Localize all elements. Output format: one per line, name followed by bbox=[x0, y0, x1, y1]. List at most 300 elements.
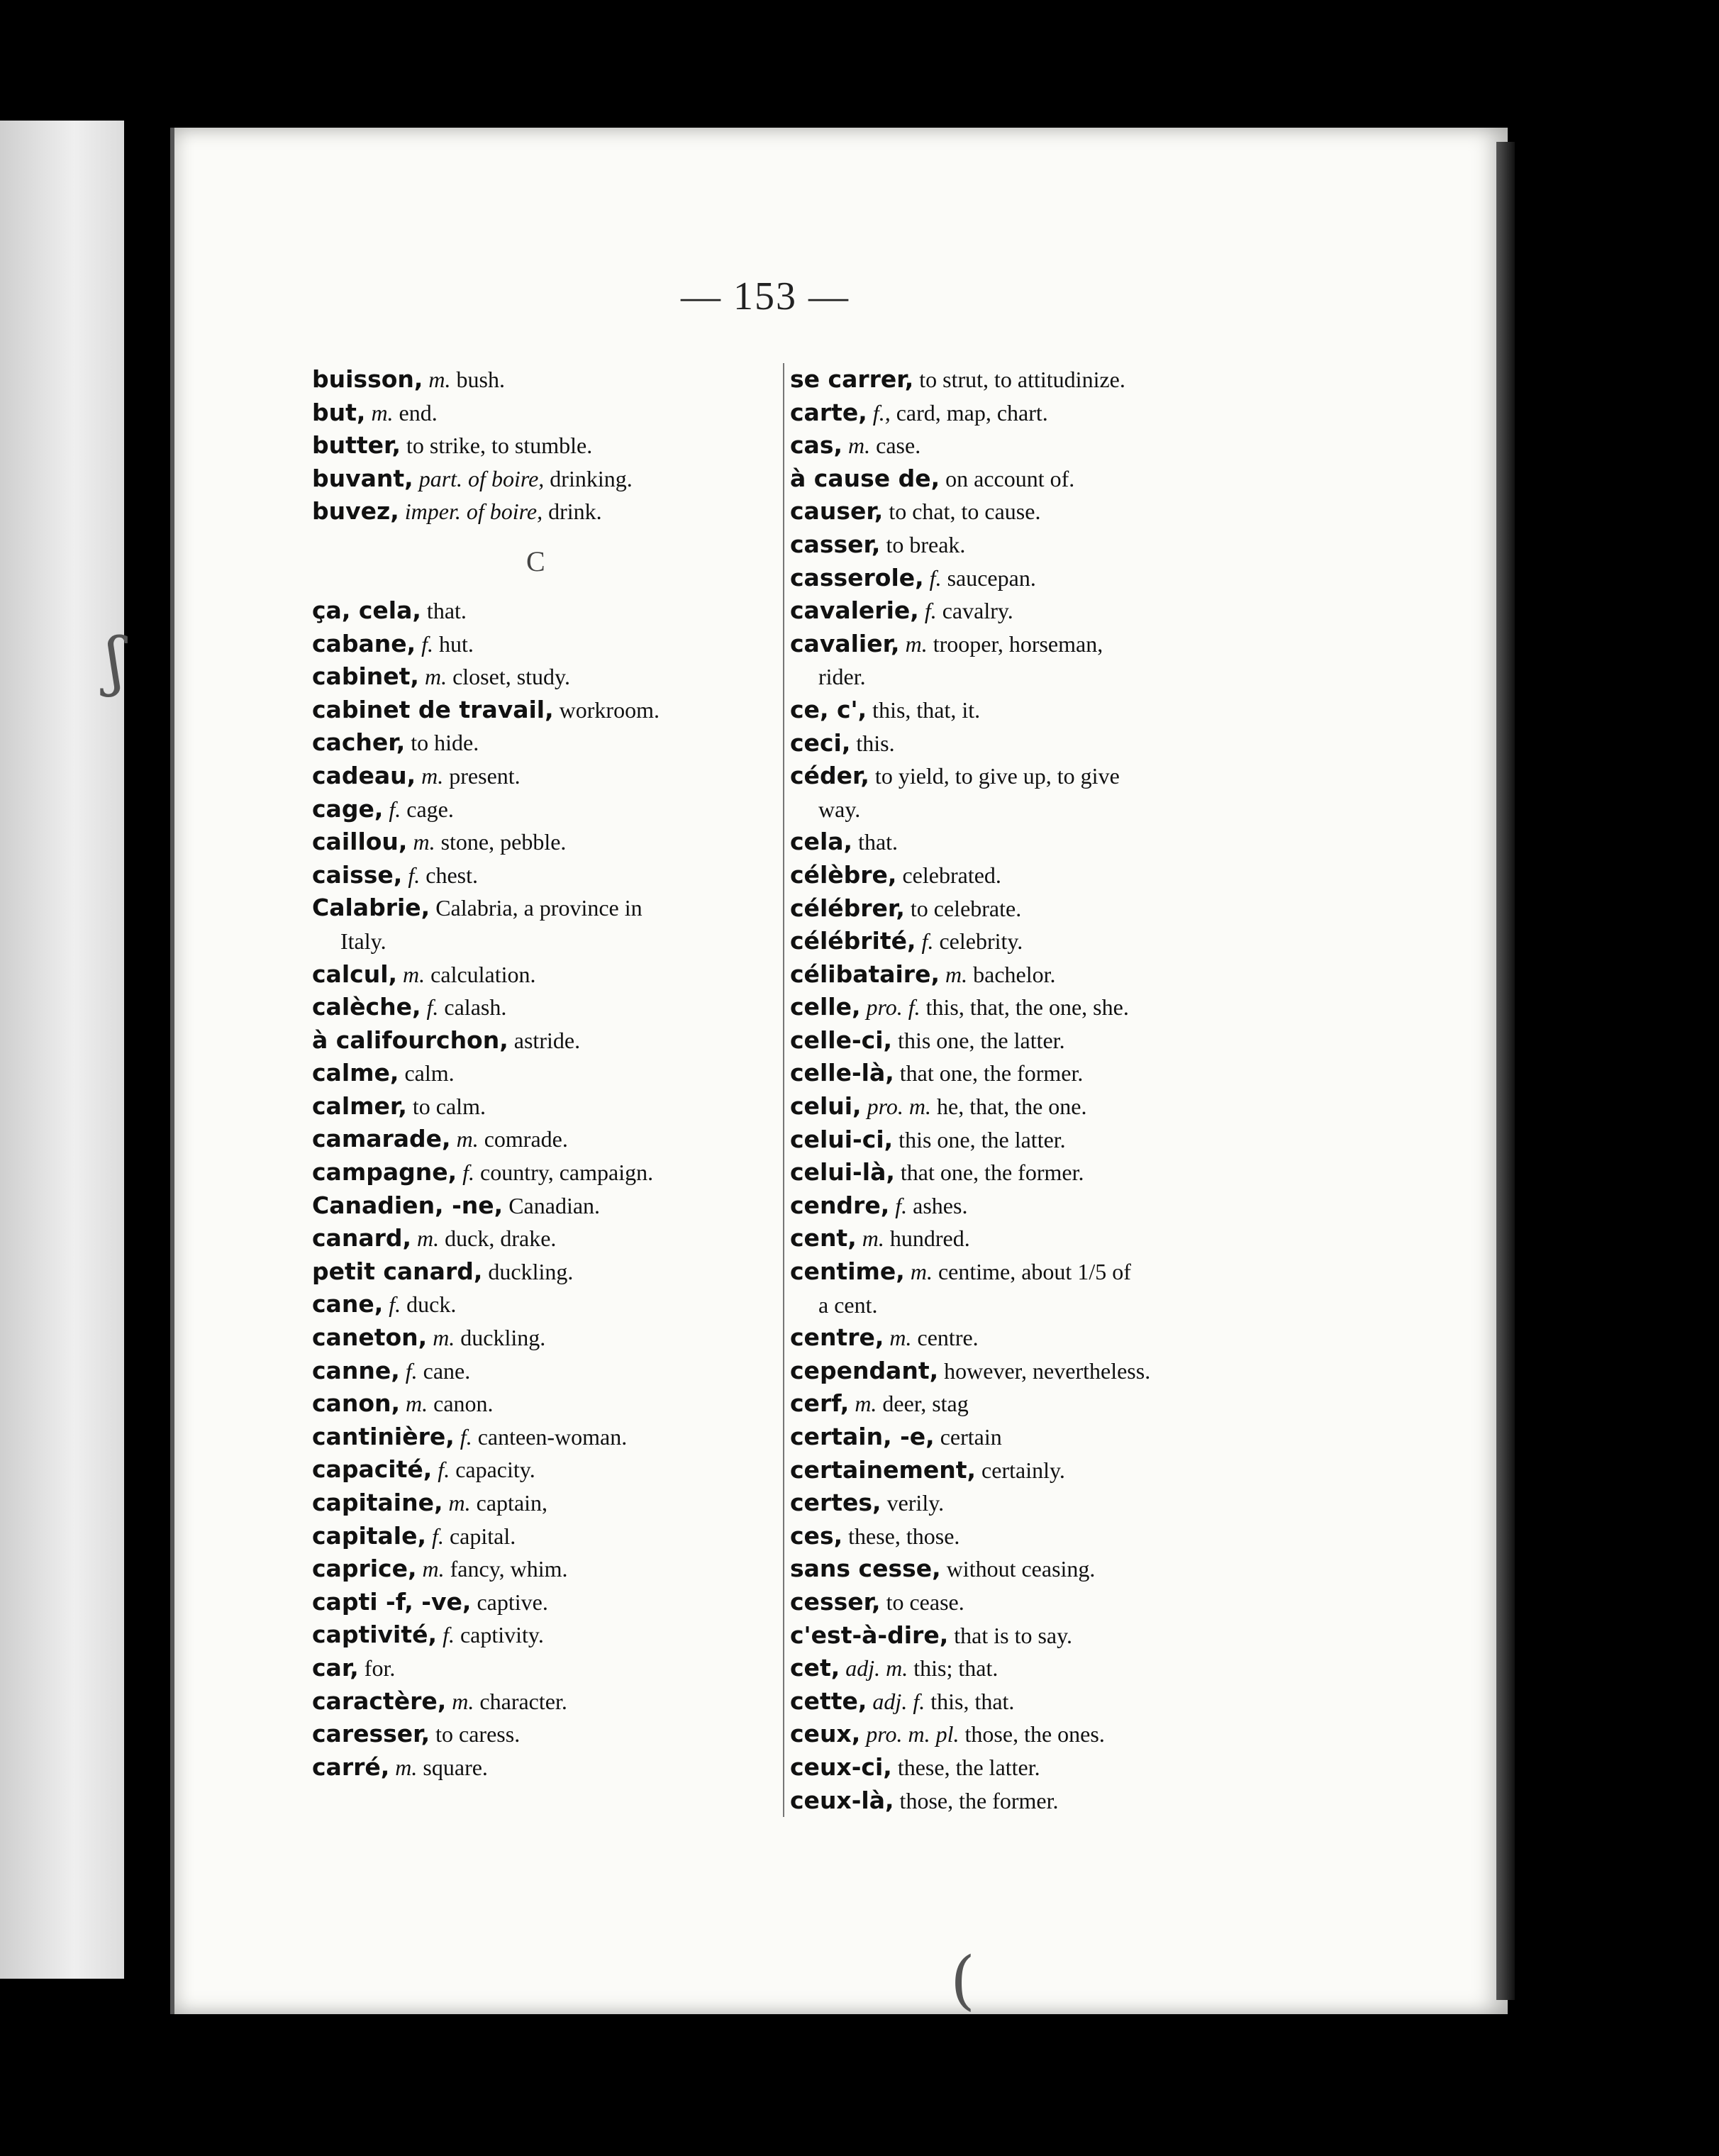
entry-headword: cabinet, bbox=[312, 662, 419, 691]
dictionary-entry bbox=[790, 1222, 1244, 1255]
dictionary-entry bbox=[312, 1123, 773, 1156]
dictionary-entry bbox=[312, 1222, 773, 1255]
entry-definition: hundred. bbox=[889, 1226, 970, 1252]
entry-definition: that. bbox=[426, 597, 467, 623]
entry-definition: this, that. bbox=[930, 1688, 1015, 1714]
dictionary-entry bbox=[312, 1421, 773, 1454]
entry-definition: capacity. bbox=[455, 1457, 535, 1483]
entry-headword: cabinet de travail, bbox=[312, 695, 554, 723]
entry-definition: captive. bbox=[477, 1589, 548, 1615]
dictionary-entry bbox=[790, 859, 1244, 892]
entry-grammar: m. bbox=[424, 664, 447, 690]
dictionary-entry bbox=[312, 363, 773, 396]
entry-headword: capitale, bbox=[312, 1521, 427, 1550]
entry-headword: caneton, bbox=[312, 1323, 428, 1352]
dictionary-entry bbox=[790, 826, 1244, 859]
dictionary-entry bbox=[312, 594, 773, 628]
entry-headword: cabane, bbox=[312, 629, 416, 657]
entry-headword: celui-là, bbox=[790, 1158, 895, 1187]
dictionary-entry bbox=[790, 1487, 1244, 1520]
entry-definition: cage. bbox=[406, 796, 454, 822]
entry-definition: fancy, whim. bbox=[450, 1556, 568, 1582]
entry-definition: a cent. bbox=[818, 1291, 878, 1318]
entry-grammar: m. bbox=[448, 1490, 471, 1516]
pencil-mark: ʃ bbox=[106, 624, 124, 699]
dictionary-entry bbox=[790, 1156, 1244, 1189]
dictionary-entry bbox=[790, 528, 1244, 562]
entry-grammar: m. bbox=[417, 1226, 440, 1252]
entry-grammar: m. bbox=[406, 1391, 428, 1417]
entry-grammar: f. bbox=[438, 1457, 450, 1483]
entry-definition: this; that. bbox=[913, 1655, 998, 1682]
entry-headword: cent, bbox=[790, 1224, 857, 1252]
entry-headword: ça, cela, bbox=[312, 596, 421, 624]
entry-headword: calèche, bbox=[312, 993, 421, 1021]
entry-definition: certain bbox=[940, 1424, 1002, 1450]
entry-headword: cerf, bbox=[790, 1389, 850, 1418]
entry-definition: those, the former. bbox=[899, 1787, 1059, 1813]
dictionary-entry bbox=[790, 991, 1244, 1024]
dictionary-entry bbox=[312, 495, 773, 528]
dictionary-entry bbox=[790, 1619, 1244, 1652]
entry-headword: calcul, bbox=[312, 960, 398, 988]
entry-headword: camarade, bbox=[312, 1125, 451, 1153]
entry-definition: deer, stag bbox=[882, 1391, 969, 1417]
dictionary-entry bbox=[790, 958, 1244, 991]
entry-grammar: f. bbox=[421, 630, 434, 657]
entry-headword: Calabrie, bbox=[312, 894, 430, 922]
entry-definition: this. bbox=[856, 730, 895, 756]
entry-headword: casserole, bbox=[790, 563, 924, 591]
entry-grammar: pro. m. pl. bbox=[866, 1721, 959, 1747]
entry-definition: to caress. bbox=[435, 1721, 521, 1747]
entry-headword: ces, bbox=[790, 1521, 843, 1550]
entry-definition: bush. bbox=[456, 367, 505, 392]
dictionary-entry bbox=[790, 1552, 1244, 1586]
entry-headword: causer, bbox=[790, 497, 884, 526]
dictionary-entry bbox=[312, 1751, 773, 1784]
entry-headword: capacité, bbox=[312, 1455, 433, 1484]
dictionary-entry bbox=[790, 1123, 1244, 1157]
entry-headword: cage, bbox=[312, 794, 384, 823]
dictionary-entry bbox=[312, 793, 773, 826]
entry-headword: ceux-là, bbox=[790, 1786, 894, 1814]
entry-definition: without ceasing. bbox=[946, 1556, 1096, 1582]
dictionary-entry bbox=[312, 1321, 773, 1355]
dictionary-entry bbox=[790, 694, 1244, 727]
entry-headword: canne, bbox=[312, 1356, 400, 1384]
entry-headword: certes, bbox=[790, 1489, 881, 1517]
dictionary-entry bbox=[312, 1189, 773, 1223]
entry-headword: calmer, bbox=[312, 1091, 407, 1120]
entry-definition: Calabria, a province in bbox=[435, 895, 642, 921]
entry-headword: cavalerie, bbox=[790, 596, 919, 625]
entry-definition: for. bbox=[364, 1655, 396, 1681]
entry-definition: to chat, to cause. bbox=[889, 499, 1041, 525]
dictionary-entry bbox=[312, 1586, 773, 1619]
dictionary-entry bbox=[312, 429, 773, 462]
entry-headword: ceci, bbox=[790, 728, 851, 757]
entry-grammar: m. bbox=[945, 961, 968, 987]
entry-definition: certainly. bbox=[981, 1457, 1065, 1483]
entry-headword: caisse, bbox=[312, 860, 403, 889]
entry-headword: cette, bbox=[790, 1687, 867, 1715]
entry-grammar: m. bbox=[371, 399, 394, 426]
entry-definition: this one, the latter. bbox=[898, 1027, 1065, 1053]
entry-definition: to calm. bbox=[412, 1093, 486, 1119]
entry-headword: caillou, bbox=[312, 828, 408, 856]
dictionary-entry bbox=[790, 892, 1244, 926]
page-number: — 153 — bbox=[681, 274, 850, 318]
entry-headword: certain, -e, bbox=[790, 1423, 935, 1450]
entry-headword: canard, bbox=[312, 1224, 412, 1252]
entry-grammar: m. bbox=[421, 762, 444, 789]
entry-definition: way. bbox=[818, 796, 861, 822]
dictionary-entry bbox=[312, 1057, 773, 1090]
entry-headword: celle-ci, bbox=[790, 1026, 893, 1054]
entry-grammar: m. bbox=[403, 961, 425, 987]
dictionary-entry bbox=[790, 1520, 1244, 1553]
entry-definition: bachelor. bbox=[973, 961, 1056, 987]
entry-headword: celui, bbox=[790, 1092, 862, 1121]
dictionary-entry bbox=[312, 1024, 773, 1057]
entry-definition: to hide. bbox=[411, 730, 479, 756]
entry-definition: verily. bbox=[886, 1490, 945, 1516]
entry-grammar: m. bbox=[905, 630, 928, 657]
dictionary-entry bbox=[312, 859, 773, 892]
entry-definition: this, that, it. bbox=[872, 696, 981, 723]
entry-definition: case. bbox=[876, 433, 921, 459]
entry-definition: workroom. bbox=[559, 696, 660, 723]
dictionary-entry bbox=[312, 958, 773, 991]
dictionary-entry bbox=[790, 727, 1244, 760]
dictionary-entry bbox=[790, 1057, 1244, 1090]
entry-headword: cependant, bbox=[790, 1356, 939, 1384]
dictionary-entry bbox=[312, 1520, 773, 1553]
entry-definition: these, the latter. bbox=[897, 1754, 1040, 1780]
dictionary-entry bbox=[312, 1090, 773, 1123]
entry-headword: capti -f, -ve, bbox=[312, 1587, 472, 1616]
entry-headword: centime, bbox=[790, 1257, 905, 1286]
entry-definition: duck. bbox=[406, 1291, 457, 1318]
section-letter: C bbox=[526, 545, 545, 577]
dictionary-entry bbox=[312, 628, 773, 661]
dictionary-entry bbox=[312, 1255, 773, 1289]
page-spine bbox=[1496, 142, 1515, 2000]
entry-definition: to strut, to attitudinize. bbox=[919, 367, 1125, 392]
entry-headword: celle-là, bbox=[790, 1059, 894, 1087]
entry-headword: cane, bbox=[312, 1290, 384, 1318]
dictionary-entry bbox=[312, 991, 773, 1024]
entry-grammar: pro. f. bbox=[866, 994, 920, 1021]
dictionary-entry bbox=[312, 925, 773, 958]
entry-headword: célébrer, bbox=[790, 894, 905, 922]
entry-definition: calash. bbox=[444, 994, 507, 1021]
entry-grammar: m. bbox=[848, 433, 871, 459]
dictionary-entry bbox=[312, 1618, 773, 1652]
entry-grammar: f. bbox=[460, 1423, 472, 1450]
dictionary-entry bbox=[312, 1387, 773, 1421]
dictionary-entry bbox=[312, 1652, 773, 1685]
dictionary-entry bbox=[312, 1453, 773, 1487]
entry-definition: saucepan. bbox=[947, 565, 1036, 591]
entry-definition: to break. bbox=[886, 531, 966, 557]
entry-definition: calculation. bbox=[430, 961, 536, 987]
dictionary-entry bbox=[312, 462, 773, 496]
entry-definition: character. bbox=[479, 1688, 567, 1714]
dictionary-entry bbox=[312, 1552, 773, 1586]
dictionary-entry bbox=[790, 1685, 1244, 1718]
entry-headword: car, bbox=[312, 1653, 359, 1682]
entry-definition: that is to say. bbox=[954, 1622, 1073, 1648]
dictionary-entry bbox=[790, 495, 1244, 528]
entry-grammar: m. bbox=[889, 1325, 912, 1351]
entry-definition: to cease. bbox=[886, 1589, 964, 1615]
entry-definition: these, those. bbox=[848, 1523, 960, 1549]
entry-grammar: m. bbox=[862, 1226, 884, 1252]
entry-headword: à califourchon, bbox=[312, 1026, 508, 1054]
entry-definition: card, map, chart. bbox=[896, 399, 1048, 426]
entry-headword: calme, bbox=[312, 1059, 399, 1087]
entry-definition: captain, bbox=[476, 1490, 548, 1516]
entry-grammar: m. bbox=[422, 1556, 445, 1582]
entry-definition: Canadian. bbox=[508, 1192, 601, 1218]
dictionary-entry bbox=[312, 1718, 773, 1751]
entry-definition: to strike, to stumble. bbox=[406, 433, 593, 459]
entry-grammar: adj. f. bbox=[872, 1688, 925, 1714]
entry-definition: that one, the former. bbox=[899, 1060, 1084, 1087]
entry-definition: rider. bbox=[818, 664, 866, 690]
dictionary-entry bbox=[790, 1321, 1244, 1355]
entry-definition: stone, pebble. bbox=[440, 829, 567, 855]
entry-headword: cacher, bbox=[312, 728, 406, 757]
entry-headword: cantinière, bbox=[312, 1422, 455, 1450]
entry-grammar: m. bbox=[395, 1754, 418, 1780]
dictionary-entry bbox=[790, 760, 1244, 793]
entry-definition: drink. bbox=[548, 499, 602, 525]
dictionary-entry bbox=[312, 1487, 773, 1520]
entry-definition: captivity. bbox=[460, 1622, 544, 1648]
entry-headword: cendre, bbox=[790, 1191, 890, 1219]
entry-definition: centre. bbox=[917, 1325, 979, 1351]
entry-headword: c'est-à-dire, bbox=[790, 1621, 949, 1649]
entry-headword: capitaine, bbox=[312, 1489, 443, 1516]
entry-grammar: f. bbox=[929, 565, 942, 591]
dictionary-entry bbox=[312, 891, 773, 925]
dictionary-entry bbox=[790, 1189, 1244, 1223]
entry-headword: célibataire, bbox=[790, 960, 940, 988]
entry-definition: present. bbox=[449, 762, 521, 789]
dictionary-entry bbox=[790, 462, 1244, 496]
entry-definition: hut. bbox=[439, 630, 474, 657]
entry-headword: cela, bbox=[790, 828, 853, 856]
entry-headword: certainement, bbox=[790, 1455, 977, 1484]
entry-headword: cadeau, bbox=[312, 761, 416, 789]
entry-definition: celebrity. bbox=[939, 928, 1023, 955]
entry-headword: captivité, bbox=[312, 1621, 438, 1649]
dictionary-entry bbox=[790, 1421, 1244, 1454]
entry-headword: carte, bbox=[790, 398, 867, 426]
entry-headword: butter, bbox=[312, 431, 401, 460]
entry-definition: those, the ones. bbox=[964, 1721, 1105, 1747]
dictionary-entry bbox=[790, 1784, 1244, 1818]
entry-grammar: m. bbox=[910, 1259, 933, 1285]
entry-definition: cavalry. bbox=[942, 598, 1013, 624]
dictionary-entry bbox=[790, 1586, 1244, 1619]
dictionary-entry bbox=[312, 1685, 773, 1718]
entry-definition: this, that, the one, she. bbox=[925, 994, 1129, 1021]
entry-definition: square. bbox=[423, 1754, 488, 1780]
entry-headword: cet, bbox=[790, 1654, 840, 1682]
entry-definition: comrade. bbox=[484, 1126, 568, 1152]
entry-definition: drinking. bbox=[550, 465, 633, 491]
entry-grammar: f. bbox=[405, 1357, 418, 1384]
entry-grammar: f. bbox=[462, 1160, 475, 1186]
entry-grammar: f. bbox=[389, 796, 401, 822]
pencil-mark-bottom: ( bbox=[950, 1943, 976, 2018]
entry-headword: caprice, bbox=[312, 1555, 417, 1583]
dictionary-entry bbox=[790, 793, 1244, 826]
entry-definition: closet, study. bbox=[452, 664, 570, 690]
entry-headword: cas, bbox=[790, 431, 843, 460]
entry-definition: duckling. bbox=[460, 1325, 546, 1351]
entry-headword: à cause de, bbox=[790, 464, 940, 492]
entry-headword: cesser, bbox=[790, 1587, 881, 1616]
dictionary-entry bbox=[790, 429, 1244, 462]
dictionary-entry bbox=[312, 1156, 773, 1189]
entry-definition: this one, the latter. bbox=[899, 1126, 1066, 1152]
dictionary-entry bbox=[790, 628, 1244, 661]
entry-grammar: m. bbox=[413, 829, 435, 855]
entry-headword: buvant, bbox=[312, 464, 413, 492]
entry-headword: célèbre, bbox=[790, 860, 897, 889]
dictionary-entry bbox=[790, 363, 1244, 396]
entry-grammar: adj. m. bbox=[845, 1655, 908, 1682]
entry-definition: capital. bbox=[449, 1523, 516, 1549]
entry-headword: célébrité, bbox=[790, 927, 916, 955]
entry-grammar: f., bbox=[872, 399, 891, 426]
entry-grammar: f. bbox=[432, 1523, 444, 1549]
entry-headword: celle, bbox=[790, 993, 861, 1021]
dictionary-entry bbox=[790, 1454, 1244, 1487]
entry-definition: to celebrate. bbox=[910, 895, 1022, 921]
entry-definition: end. bbox=[399, 399, 438, 426]
dictionary-entry bbox=[312, 396, 773, 430]
entry-definition: that one, the former. bbox=[900, 1160, 1084, 1186]
entry-definition: duck, drake. bbox=[445, 1226, 557, 1252]
entry-definition: cane. bbox=[423, 1357, 471, 1384]
entry-headword: se carrer, bbox=[790, 365, 914, 393]
entry-definition: he, that, the one. bbox=[936, 1094, 1087, 1120]
entry-definition: chest. bbox=[425, 862, 478, 888]
entry-headword: ceux-ci, bbox=[790, 1752, 892, 1781]
dictionary-entry bbox=[790, 1387, 1244, 1421]
dictionary-entry bbox=[312, 826, 773, 859]
entry-headword: buisson, bbox=[312, 365, 423, 393]
entry-definition: canteen-woman. bbox=[477, 1423, 628, 1450]
dictionary-entry bbox=[312, 660, 773, 694]
entry-headword: but, bbox=[312, 398, 366, 426]
entry-definition: Italy. bbox=[340, 928, 386, 954]
entry-headword: sans cesse, bbox=[790, 1555, 941, 1583]
entry-grammar: imper. of boire, bbox=[404, 499, 543, 525]
entry-headword: canon, bbox=[312, 1389, 401, 1418]
dictionary-entry bbox=[790, 1024, 1244, 1057]
entry-headword: campagne, bbox=[312, 1158, 457, 1187]
entry-definition: that. bbox=[858, 829, 899, 855]
entry-definition: on account of. bbox=[945, 465, 1075, 491]
entry-headword: casser, bbox=[790, 530, 881, 558]
entry-headword: ceux, bbox=[790, 1720, 861, 1748]
entry-grammar: f. bbox=[389, 1291, 401, 1318]
entry-headword: ce, c', bbox=[790, 695, 867, 723]
dictionary-entry bbox=[312, 726, 773, 760]
dictionary-entry bbox=[790, 562, 1244, 595]
entry-definition: duckling. bbox=[488, 1258, 574, 1284]
dictionary-entry bbox=[790, 594, 1244, 628]
entry-definition: country, campaign. bbox=[480, 1160, 654, 1186]
entry-headword: carré, bbox=[312, 1752, 390, 1781]
entry-definition: to yield, to give up, to give bbox=[874, 763, 1120, 789]
dictionary-entry bbox=[790, 660, 1244, 694]
entry-definition: astride. bbox=[513, 1027, 581, 1053]
left-column bbox=[312, 363, 773, 1784]
dictionary-entry bbox=[312, 1288, 773, 1321]
dictionary-entry bbox=[790, 925, 1244, 958]
entry-grammar: f. bbox=[408, 862, 421, 888]
entry-grammar: f. bbox=[895, 1192, 908, 1218]
entry-definition: calm. bbox=[404, 1060, 455, 1087]
dictionary-entry bbox=[312, 694, 773, 727]
dictionary-entry bbox=[790, 396, 1244, 430]
entry-headword: caractère, bbox=[312, 1687, 447, 1715]
dictionary-entry bbox=[790, 1355, 1244, 1388]
entry-grammar: m. bbox=[428, 367, 451, 392]
entry-definition: centime, about 1/5 of bbox=[938, 1259, 1131, 1285]
entry-definition: trooper, horseman, bbox=[933, 630, 1103, 657]
dictionary-entry bbox=[790, 1255, 1244, 1289]
entry-grammar: m. bbox=[855, 1391, 877, 1417]
entry-headword: buvez, bbox=[312, 497, 399, 526]
dictionary-entry bbox=[312, 760, 773, 793]
entry-definition: canon. bbox=[433, 1391, 494, 1417]
left-page-edge bbox=[0, 121, 124, 1979]
entry-headword: céder, bbox=[790, 762, 869, 790]
entry-definition: ashes. bbox=[913, 1192, 968, 1218]
dictionary-entry bbox=[790, 1751, 1244, 1784]
right-column bbox=[783, 363, 1244, 1817]
entry-headword: Canadien, -ne, bbox=[312, 1191, 504, 1219]
dictionary-entry bbox=[790, 1652, 1244, 1685]
entry-headword: petit canard, bbox=[312, 1257, 483, 1285]
entry-grammar: pro. m. bbox=[867, 1094, 931, 1120]
entry-grammar: f. bbox=[924, 598, 937, 624]
entry-grammar: m. bbox=[433, 1325, 455, 1351]
entry-headword: caresser, bbox=[312, 1720, 430, 1748]
entry-grammar: part. of boire, bbox=[418, 465, 545, 491]
entry-headword: cavalier, bbox=[790, 629, 900, 657]
entry-grammar: f. bbox=[921, 928, 934, 955]
dictionary-entry bbox=[312, 1355, 773, 1388]
entry-definition: celebrated. bbox=[902, 862, 1001, 888]
entry-headword: centre, bbox=[790, 1323, 884, 1352]
entry-headword: celui-ci, bbox=[790, 1125, 894, 1153]
entry-grammar: m. bbox=[452, 1688, 474, 1714]
dictionary-entry bbox=[790, 1090, 1244, 1123]
dictionary-entry bbox=[790, 1289, 1244, 1322]
entry-definition: however, nevertheless. bbox=[944, 1357, 1151, 1384]
entry-grammar: f. bbox=[443, 1622, 455, 1648]
